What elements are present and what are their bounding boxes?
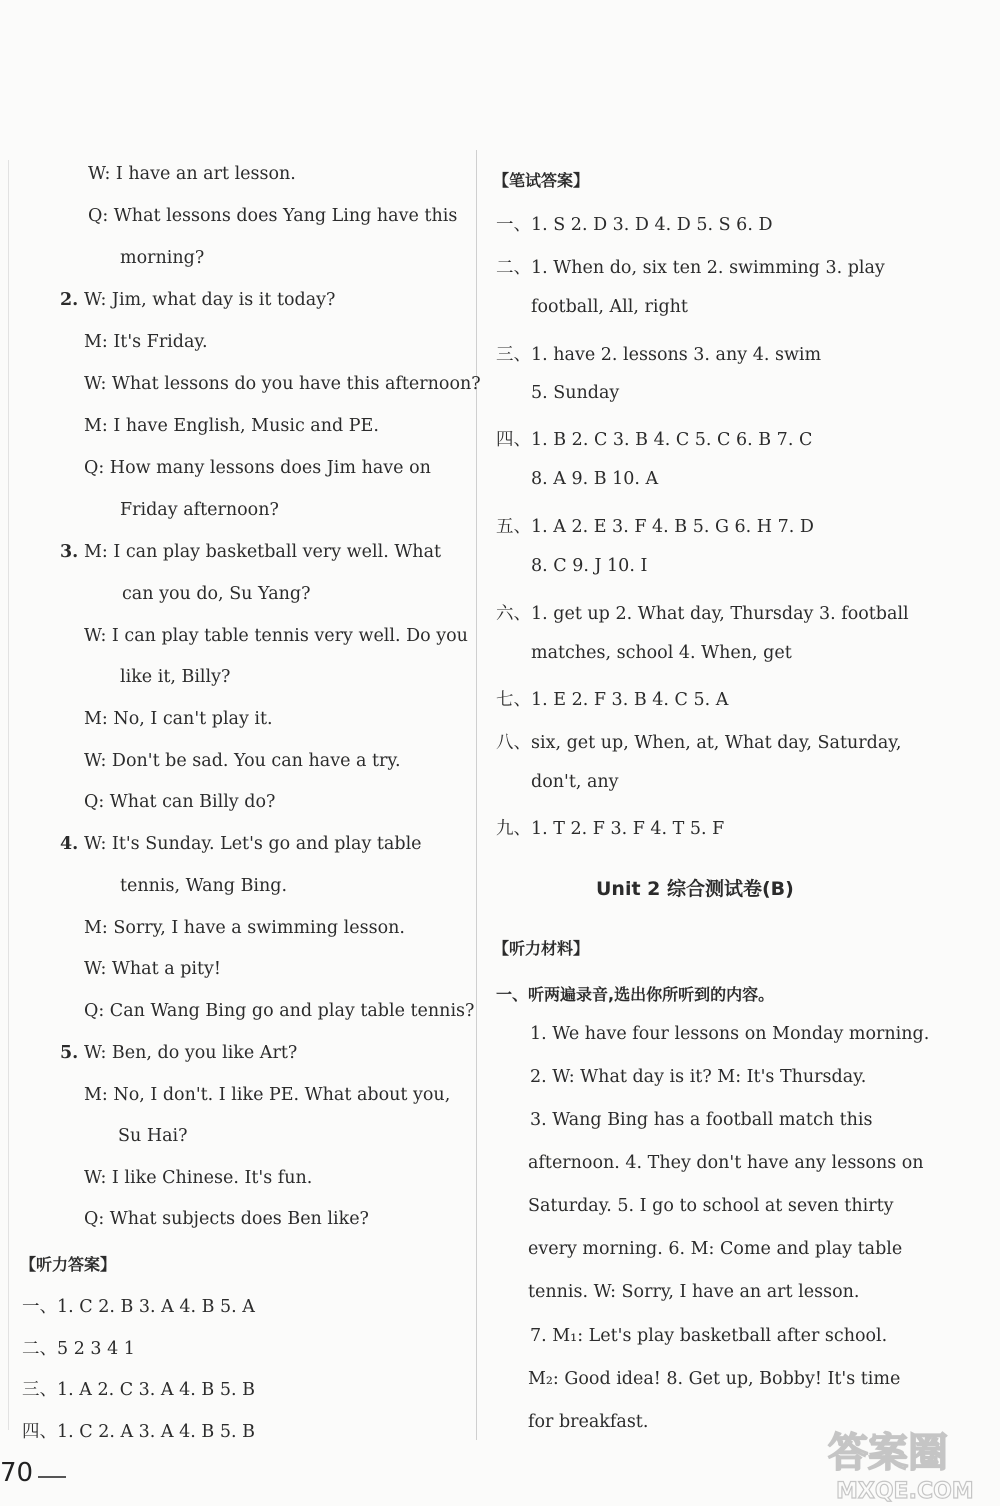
dialog-line: W: I can play table tennis very well. Do you [84, 626, 468, 646]
material-line: tennis. W: Sorry, I have an art lesson. [528, 1282, 860, 1302]
dialog-line: morning? [120, 248, 205, 268]
answer-line: 九、1. T 2. F 3. F 4. T 5. F [496, 819, 725, 839]
answer-line: 五、1. A 2. E 3. F 4. B 5. G 6. H 7. D [496, 517, 814, 537]
margin-rule [8, 160, 9, 1430]
dialog-line: M: No, I can't play it. [84, 709, 273, 729]
answer-line: 二、5 2 3 4 1 [22, 1339, 135, 1359]
page-number-rule [38, 1476, 66, 1478]
dialog-line: M: I can play basketball very well. What [84, 542, 442, 562]
dialog-line: Q: What can Billy do? [84, 792, 276, 812]
answer-line: 二、1. When do, six ten 2. swimming 3. play [496, 258, 885, 278]
answer-line: 四、1. B 2. C 3. B 4. C 5. C 6. B 7. C [496, 430, 813, 450]
watermark-logo [822, 1418, 992, 1504]
dialog-line: W: I have an art lesson. [88, 164, 296, 184]
section-heading: 【笔试答案】 [493, 171, 590, 190]
unit-title: Unit 2 综合测试卷(B) [596, 878, 794, 900]
dialog-line: M: Sorry, I have a swimming lesson. [84, 918, 405, 938]
dialog-line: W: What a pity! [84, 959, 221, 979]
answer-line: football, All, right [531, 297, 688, 317]
answer-line: 一、1. C 2. B 3. A 4. B 5. A [22, 1297, 255, 1317]
page-number: 70 [0, 1458, 34, 1488]
dialog-line: W: Don't be sad. You can have a try. [84, 751, 401, 771]
dialog-number: 3. [60, 542, 79, 562]
answer-line: 七、1. E 2. F 3. B 4. C 5. A [496, 690, 729, 710]
material-line: every morning. 6. M: Come and play table [528, 1239, 903, 1259]
dialog-line: can you do, Su Yang? [122, 584, 311, 604]
dialog-number: 5. [60, 1043, 79, 1063]
answer-line: 六、1. get up 2. What day, Thursday 3. football [496, 604, 909, 624]
dialog-number: 2. [60, 290, 79, 310]
dialog-line: Q: Can Wang Bing go and play table tennis? [84, 1001, 475, 1021]
material-line: 1. We have four lessons on Monday morning. [530, 1024, 930, 1044]
section-heading: 【听力答案】 [20, 1255, 117, 1274]
dialog-line: Q: How many lessons does Jim have on [84, 458, 431, 478]
dialog-line: Q: What subjects does Ben like? [84, 1209, 369, 1229]
material-line: 3. Wang Bing has a football match this [530, 1110, 873, 1130]
answer-line: 四、1. C 2. A 3. A 4. B 5. B [22, 1422, 255, 1442]
material-line: 2. W: What day is it? M: It's Thursday. [530, 1067, 867, 1087]
section-heading: 【听力材料】 [493, 939, 590, 958]
answer-line: 三、1. have 2. lessons 3. any 4. swim [496, 345, 822, 365]
dialog-line: W: It's Sunday. Let's go and play table [84, 834, 422, 854]
dialog-line: W: Jim, what day is it today? [84, 290, 336, 310]
answer-line: 八、six, get up, When, at, What day, Saturday, [496, 733, 902, 753]
column-divider [476, 150, 477, 1440]
answer-line: 一、1. S 2. D 3. D 4. D 5. S 6. D [496, 215, 773, 235]
dialog-line: M: I have English, Music and PE. [84, 416, 379, 436]
dialog-line: W: I like Chinese. It's fun. [84, 1168, 313, 1188]
answer-line: matches, school 4. When, get [531, 643, 792, 663]
dialog-line: Friday afternoon? [120, 500, 279, 520]
material-line: Saturday. 5. I go to school at seven thirty [528, 1196, 894, 1216]
dialog-line: M: It's Friday. [84, 332, 208, 352]
material-line: for breakfast. [528, 1412, 649, 1432]
answer-line: 8. C 9. J 10. I [531, 556, 648, 576]
answer-line: 8. A 9. B 10. A [531, 469, 659, 489]
dialog-line: Su Hai? [118, 1126, 188, 1146]
dialog-line: W: Ben, do you like Art? [84, 1043, 298, 1063]
part-instruction: 一、听两遍录音,选出你所听到的内容。 [496, 985, 775, 1004]
material-line: M₂: Good idea! 8. Get up, Bobby! It's time [528, 1369, 901, 1389]
dialog-line: like it, Billy? [120, 667, 231, 687]
answer-line: 三、1. A 2. C 3. A 4. B 5. B [22, 1380, 255, 1400]
answer-line: 5. Sunday [531, 383, 620, 403]
answer-line: don't, any [531, 772, 619, 792]
dialog-number: 4. [60, 834, 79, 854]
material-line: 7. M₁: Let's play basketball after school. [530, 1326, 888, 1346]
dialog-line: W: What lessons do you have this afternoon? [84, 374, 481, 394]
svg-text:MXQE.COM: MXQE.COM [836, 1479, 974, 1504]
dialog-line: Q: What lessons does Yang Ling have this [88, 206, 458, 226]
material-line: afternoon. 4. They don't have any lessons on [528, 1153, 924, 1173]
dialog-line: M: No, I don't. I like PE. What about you, [84, 1085, 451, 1105]
svg-text:答案圈: 答案圈 [828, 1430, 948, 1476]
dialog-line: tennis, Wang Bing. [120, 876, 288, 896]
